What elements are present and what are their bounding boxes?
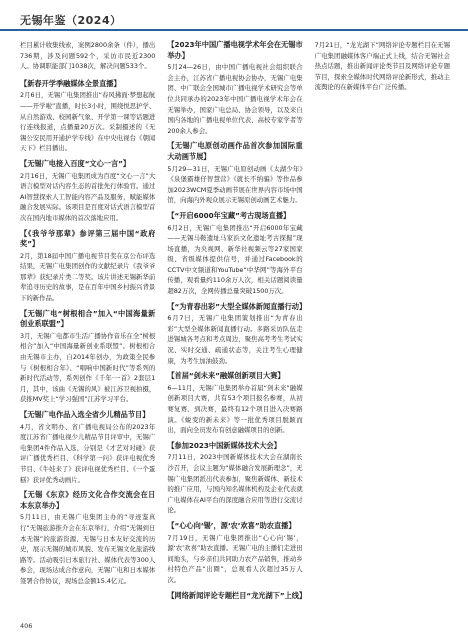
article-title: 【2023年中国广播电视学术年会在无锡市举办】 <box>167 40 303 60</box>
article-title: 【网络新闻评论专题栏目“龙光湖下”上线】 <box>167 590 307 600</box>
article-body: 2月6日，无锡广电集团推出“春风拂面·梦想起航——开学啦”直播，时长3小时，围绕悦思护学、从自然游戏、校园新气象、开学第一课等话题进行连线报道，点播量20万次。采制摄述的《无锡公安民用开通护学专线》在中央电视台《朝闻天下》栏目播出。 <box>20 91 156 153</box>
article-title: 【《我爷爷那辈》参评第三届中国“政府奖”】 <box>20 228 156 249</box>
article-title: 【无锡广电作品入选全省少儿精品节目】 <box>20 410 150 419</box>
article-body: 7月19日，无锡广电集团推出“心心向‘锡’，源‘农’欢喜”助农直播。无锡广电的主播们走进田间地头，与乡亲们共同助力农产品销售，推动乡村特色产品“出圈”，总观看人次超过35万人次。 <box>167 533 303 584</box>
article-columns <box>20 40 450 610</box>
intro-paragraph: 栏目累计收集线索，案例2800余条（件），播出736期，涉及问题592个，采访市民近2300人。协调职能部门1038次，解决问题533个。 <box>20 41 156 71</box>
article-title: 【无锡广电“树根相合”加入“中国海量新创业系联盟”】 <box>20 308 156 329</box>
article-title: 【参加2023中国新媒体技术大会】 <box>167 440 281 450</box>
article-title: 【无锡《东京》经历文化合作交流会在日本东京举办】 <box>20 490 156 510</box>
article-title: 【“心心向‘锡’，源‘农’欢喜”助农直播】 <box>167 520 296 530</box>
article-title: 【“开启6000年宝藏”考古现场直播】 <box>167 210 291 220</box>
article-body: 3月，无锡广电都市生活广播协作音乐在全“树根相合”加入“中国海量新创业系联盟”。树根相合由无锡市主办，自2014年创办，为政策全民参与《树根相合年》、“唱响中国新时代”等系列的新时代活动等，系列创作《千年·一首》2套层1月，其中，该曲《无锡的风》被江苏卫视拍摄，获推MV奖上“学习强国”江苏学习平台。 <box>20 331 156 404</box>
article-body: 5月24—26日，由中国广播电视社会组织联合会主办，江苏省广播电视协会协办，无锡广电集团、中广联会全国城市广播电视学术研究会等单位共同承办的2023年中国广播电视学术年会在无锡举办，国家广电总局、协会领导，以及来自国内各地的广播电视单位代表、高校专家学者等200余人参会。 <box>167 63 303 135</box>
article-title: 【首届“剑未来”融媒创新项目大赛】 <box>167 371 285 381</box>
page-header <box>0 0 468 30</box>
article-body: 2月，第18届中国广播电视节目奖在京公布评选结果，无锡广电集团创作的文献纪录片《我爷爷那辈》获纪录片类二等奖。该片讲述无锡新华前辈追寻历史的故事，是在百年中国乡村振兴背景下的新作品。 <box>20 251 156 303</box>
article-body: 5月11日，由无锡广电集团主办的“寻迹鉴真行”无锡旅游推介会在东京举行，介绍“无锡到日本无锡”的旅游资源、无锡与日本友好交流的历史，展示无锡的城市风貌、发布无锡文化旅游线路等。活动吸引日本旅行社、媒体代表等300人参会，现场达成合作意向，无锡广电和日本媒体签署合作协议，现场总金额15.4亿元。 <box>20 513 156 585</box>
article-body: 4月，省文明办、省广播电视局公布的2023年度江苏省广播电视少儿精品节目评审中，无锡广电集团4件作品入选，分别是《才艺对对碰》获评广播优秀栏目、《科学第一问》获评电视优秀节目、《牛娃来了》获评电视优秀栏目、《一个蛋糕》获评优秀动画片。 <box>20 422 156 484</box>
article-body: 7月11日，2023中国新媒体技术大会在湖南长沙召开，会议主题为“媒体融合发展新理念”，无锡广电集团派出代表参加，聚焦新媒体、新技术的推广应用，与国内知名媒体机构及企业代表就广电媒体在AI平台的深度融合应用等进行交流讨论。 <box>167 453 303 515</box>
article-body: 7月21日，“龙光湖下”网络评论专题栏目在无锡广电集团融媒体客户端正式上线，结合无锡社会热点话题，推出新闻评论类节目及网络评论专题节目，探索全媒体时代网络评论新形式，推动主流舆论的在新媒体平台广泛传播。 <box>314 41 450 92</box>
page-number: 406 <box>20 622 33 630</box>
article-body: 6月2日，无锡广电集团推出“开启6000年宝藏——无锡马鞍遗址马家浜文化遗址考古探掘”现场直播，为央视网、新华社视频云等27家国家级、省级媒体提供信号，并通过Facebook的CCTV中文频道和YouTube“中华网”等海外平台传播，观看量约110余万人次，相关话题阅读量超82万次，全网传播总量突破1500万次。 <box>167 223 303 296</box>
yearbook-title: 无锡年鉴（2024） <box>20 14 122 27</box>
header-divider <box>0 29 468 31</box>
article-body: 6—11月，无锡广电集团举办首届“剑未来”融媒创新项目大赛，共有53个项目报名参赛，从初赛复赛、到决赛，最终有12个项目进入决赛路演。《蜕变的新未来》等一批优秀项目脱颖而出，面向全员发布有创意融媒项目的创新。 <box>167 383 303 435</box>
article-title: 【新春开学季融媒体全景直播】 <box>20 78 121 88</box>
article-body: 6月7日，无锡广电集团策划推出“为青春出彩”大型全媒体新闻直播行动。多路采访队伍走进锡城各考点和考点周边，聚焦高考考生考试实况、实时交通、疏通状态等，关注考生心理健康，为考生加油鼓劲。 <box>167 314 303 365</box>
article-body: 2月16日，无锡广电集团成为百度“文心一言”大语言模型对话内容生态的首批先行体验官。通过AI智慧探索人工智能内容产品及服务，赋能媒体融合发展实际。该项目是百度对话式语言模型首次在国内地市媒体的首次落地应用。 <box>20 171 156 222</box>
article-body: 5月29—31日，无锡广电原创动画《太湖少年》《泉堡霸雄仔智慧营》《就长不纳骗》等作品参加2023WCM夏季动画节展在世界内容市场中国馆，向海内外观众展示无锡原创动画艺术魅力。 <box>167 164 303 205</box>
article-title: 【无锡广电原创动画作品首次参加国际重大动画节展】 <box>167 141 303 161</box>
article-title: 【“为青春出彩”大型全媒体新闻直播行动】 <box>167 301 307 311</box>
article-title: 【无锡广电接入百度“文心一言”】 <box>20 158 131 168</box>
